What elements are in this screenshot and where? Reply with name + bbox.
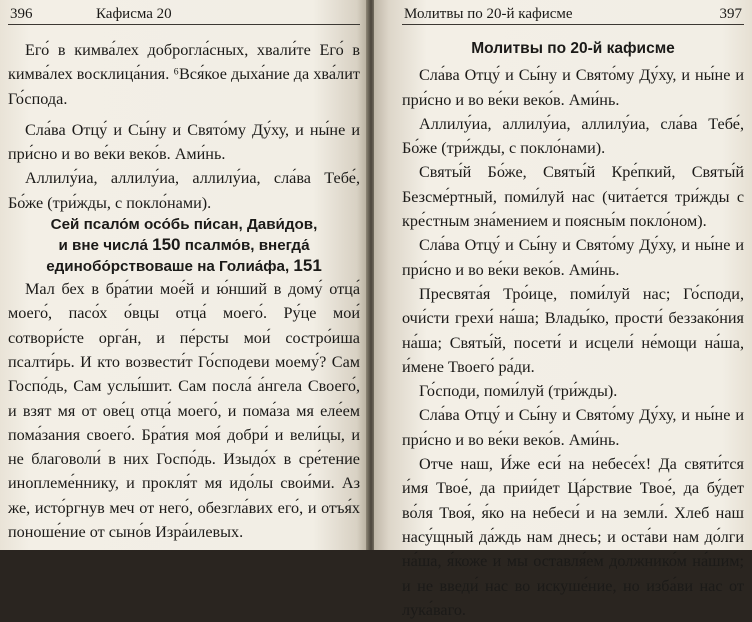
right-header-rule	[402, 24, 744, 25]
right-page-number: 397	[719, 6, 742, 22]
right-text-block	[402, 37, 744, 622]
paragraph: Сла́ва Отцу́ и Сы́ну и Свято́му Ду́ху, и ны́не и при́сно и во ве́ки веко́в. Ами́нь.	[402, 66, 744, 109]
paragraph: Отче наш, И́же еси́ на небесе́х! Да святи́тся и́мя Твое́, да прии́дет Ца́рствие Твое́, да бу́дет во́ля Твоя́, я́ко на небеси́ и на земли́. Хлеб наш насу́щный да́ждь нам днесь; и оста́ви нам до́лги на́ша, я́коже и мы оставля́ем должнико́м на́шим; и не введи́ нас во искуше́ние, но изба́ви нас от лука́ваго.	[402, 455, 744, 619]
left-page-number: 396	[10, 6, 33, 22]
subheading-number: 150	[152, 235, 181, 255]
paragraph: Аллилу́иа, аллилу́иа, аллилу́иа, сла́ва Тебе́, Бо́же (три́жды, с покло́нами).	[402, 114, 744, 158]
left-page	[0, 0, 368, 550]
psalm-151-heading	[8, 215, 360, 277]
subheading-text: единобо́рствоваше на Голиа́фа,	[46, 258, 294, 276]
paragraph: Го́споди, поми́луй (три́жды).	[419, 382, 618, 401]
left-running-head: Кафисма 20	[96, 6, 172, 22]
paragraph: Сла́ва Отцу́ и Сы́ну и Свято́му Ду́ху, и ны́не и при́сно и во ве́ки веко́в. Ами́нь.	[8, 120, 360, 164]
paragraph: Аллилу́иа, аллилу́иа, аллилу́иа, сла́ва Тебе́, Бо́же (три́жды, с покло́нами).	[8, 169, 360, 212]
section-heading: Молитвы по 20-й кафисме	[471, 40, 675, 57]
left-header-rule	[8, 24, 360, 25]
paragraph: Его́ в кимва́лех доброгла́сных, хвали́те Его́ в кимва́лех восклица́ния. ⁶Вся́кое дыха́ние да хва́лит Го́спода.	[8, 41, 360, 108]
paragraph: Святы́й Бо́же, Святы́й Кре́пкий, Святы́й Безсме́ртный, поми́луй нас (чита́ется три́жды с кре́стным зна́мением и поясны́м покло́ном).	[402, 163, 744, 231]
subheading-line	[8, 256, 360, 277]
subheading-text: псалмо́в, внегда́	[180, 237, 310, 255]
right-page	[374, 0, 752, 619]
paragraph: Сла́ва Отцу́ и Сы́ну и Свято́му Ду́ху, и ны́не и при́сно и во ве́ки веко́в. Ами́нь.	[402, 236, 744, 279]
subheading-line	[8, 235, 360, 256]
subheading-line: Сей псало́м осо́бь пи́сан, Дави́дов,	[50, 216, 318, 234]
paragraph: Мал бех в бра́тии мое́й и ю́нший в дому́ отца́ моего́, пасо́х о́вцы отца́ моего́. Ру́це мои́ сотвори́сте орга́н, и пе́рсты мои́ состро́иша псалти́рь. И кто возвести́т Го́сподеви моему́? Сам Госпо́дь, Сам услы́шит. Сам посла́ а́нгела Своего́, и взят мя от ове́ц отца́ моего́, и пома́за мя еле́ем пома́зания своего́. Бра́тия моя́ добри́ и вели́цы, и не благоволи́ в них Госпо́дь. Изыдо́х в сре́тение иноплеме́ннику, и прокля́т мя идо́лы свои́ми. Аз же, исто́ргнув меч от него́, обезгла́вих его́, и отъя́х поноше́ние от сыно́в Изра́илевых.	[8, 280, 360, 542]
subheading-text: и вне числа́	[58, 237, 153, 255]
subheading-number: 151	[293, 256, 322, 276]
right-running-head: Молитвы по 20-й кафисме	[404, 6, 573, 22]
paragraph: Сла́ва Отцу́ и Сы́ну и Свято́му Ду́ху, и ны́не и при́сно и во ве́ки веко́в. Ами́нь.	[402, 406, 744, 449]
left-text-block	[8, 38, 360, 544]
paragraph: Пресвята́я Тро́ице, поми́луй нас; Го́споди, очи́сти грехи́ на́ша; Влады́ко, прости́ беззако́ния на́ша; Святы́й, посети́ и исцели́ не́мощи на́ша, и́мене Твоего́ ра́ди.	[402, 284, 744, 376]
